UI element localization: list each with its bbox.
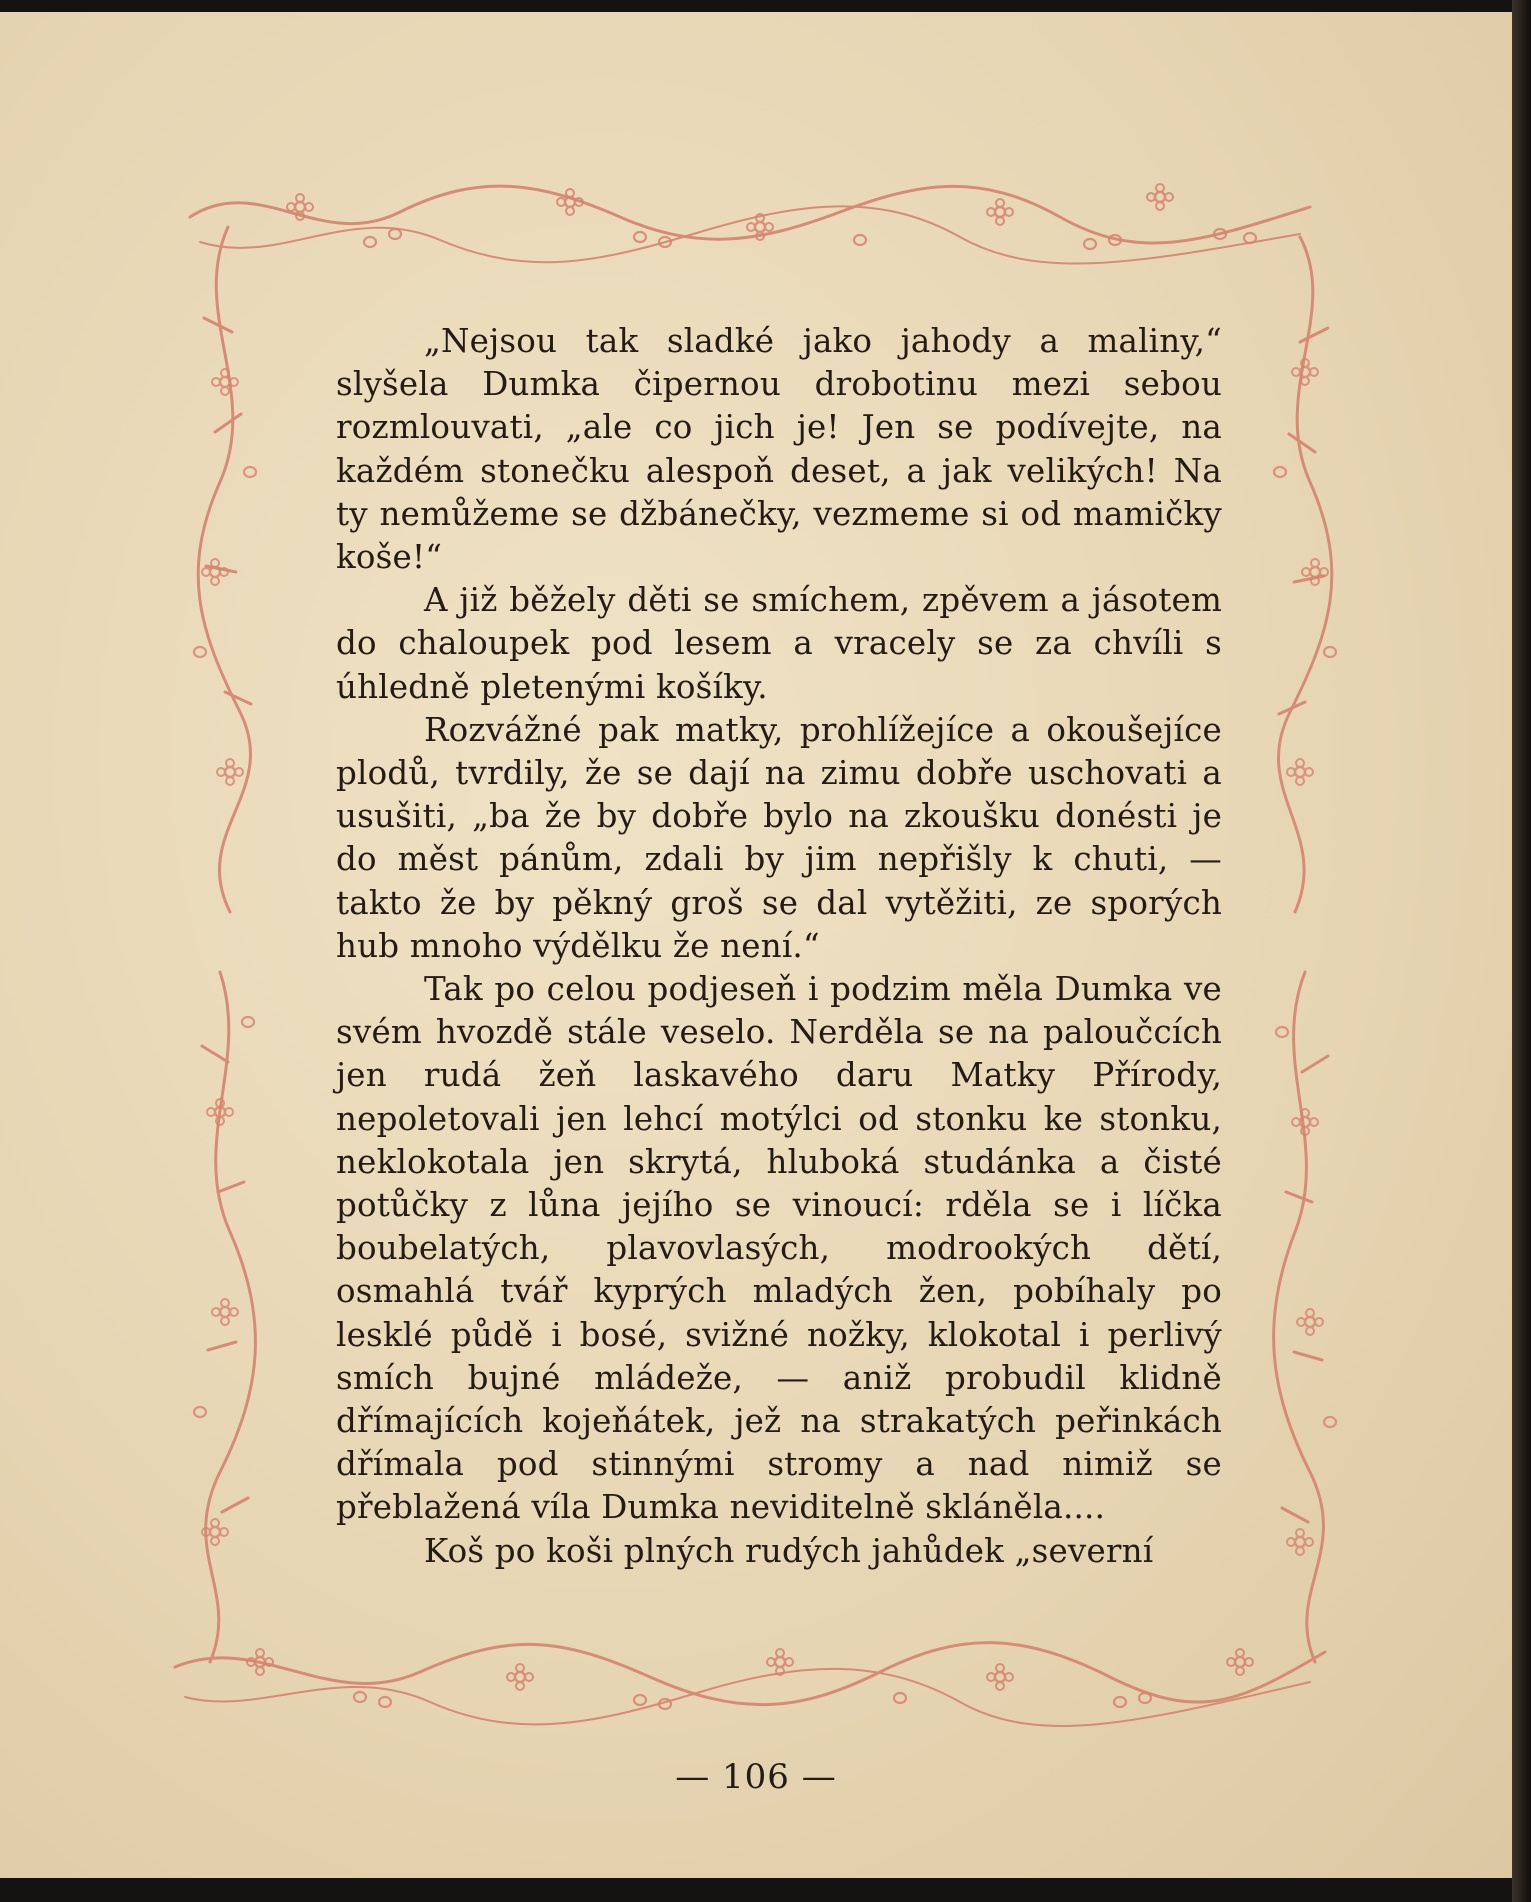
main-text — [336, 320, 1222, 1573]
paragraph: Koš po koši plných rudých jahůdek „severní — [424, 1531, 1154, 1570]
book-spine-edge — [1512, 0, 1531, 1902]
paragraph: „Nejsou tak sladké jako jahody a maliny,“ slyšela Dumka čipernou drobotinu mezi sebou rozmlouvati, „ale co jich je! Jen se podívejte, na každém stonečku alespoň deset, a jak velikých! Na ty nemůžeme se džbánečky, vezmeme si od mamičky koše!“ — [336, 322, 1222, 577]
book-page — [0, 12, 1512, 1878]
paragraph: Rozvážné pak matky, prohlížejíce a okoušejíce plodů, tvrdily, že se dají na zimu dobře uschovati a usušiti, „ba že by dobře bylo na zkoušku donésti je do měst pánům, zdali by jim nepřišly k chuti, — takto že by pěkný groš se dal vytěžiti, ze sporých hub mnoho výdělku že není.“ — [336, 710, 1222, 965]
page-number: — 106 — — [675, 1757, 837, 1797]
paragraph: Tak po celou podjeseň i podzim měla Dumka ve svém hvozdě stále veselo. Nerděla se na paloučcích jen rudá žeň laskavého daru Matky Přírody, nepoletovali jen lehcí motýlci od stonku ke stonku, neklokotala jen skrytá, hluboká studánka a čisté potůčky z lůna jejího se vinoucí: rděla se i líčka boubelatých, plavovlasých, modrookých dětí, osmahlá tvář kyprých mladých žen, pobíhaly po lesklé půdě i bosé, svižné nožky, klokotal i perlivý smích bujné mládeže, — aniž probudil klidně dřímajících kojeňátek, jež na strakatých peřinkách dřímala pod stinnými stromy a nad nimiž se přeblažená víla Dumka neviditelně skláněla.... — [336, 970, 1222, 1527]
paragraph: A již běžely děti se smíchem, zpěvem a jásotem do chaloupek pod lesem a vracely se za chvíli s úhledně pletenými košíky. — [336, 581, 1222, 706]
